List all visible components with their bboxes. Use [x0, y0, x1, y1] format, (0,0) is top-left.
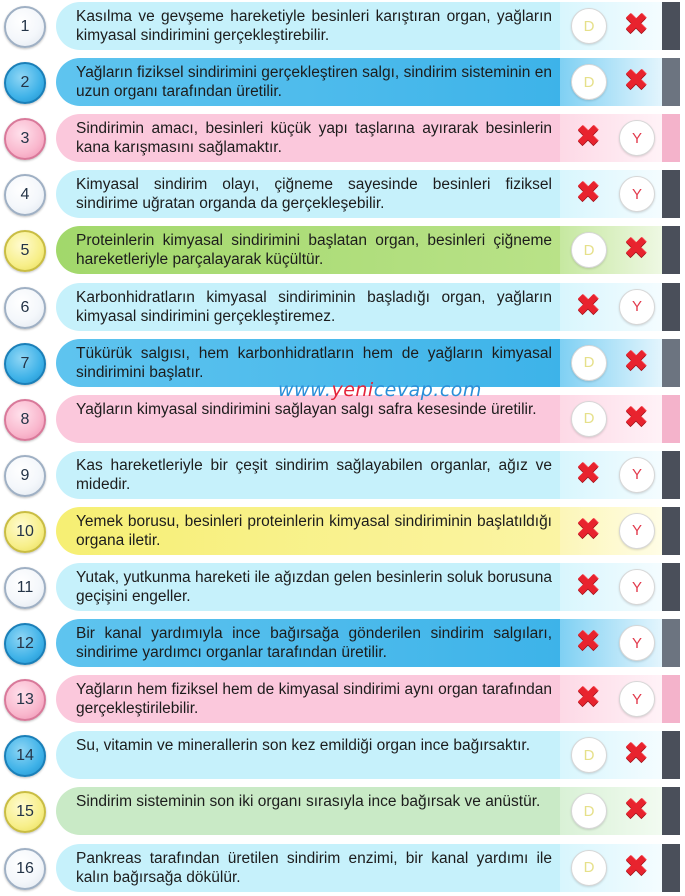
question-number: 9	[4, 455, 46, 497]
x-mark-icon: ✖	[623, 793, 649, 827]
statement-text: Tükürük salgısı, hem karbonhidratların hem de yağların kimyasal sindirimini başlatır.	[76, 344, 552, 381]
statement-bar	[56, 226, 560, 274]
x-mark-icon: ✖	[623, 344, 649, 378]
question-number: 12	[4, 623, 46, 665]
statement-text: Proteinlerin kimyasal sindirimini başlatan organ, besinleri çiğneme hareketleriyle parçalayarak küçültür.	[76, 232, 552, 269]
question-number: 14	[4, 735, 46, 777]
statement-text: Su, vitamin ve minerallerin son kez emildiği organ ince bağırsaktır.	[76, 737, 531, 755]
row-end-cap	[662, 283, 680, 331]
question-number: 3	[4, 118, 46, 160]
false-option-button[interactable]	[619, 625, 655, 661]
statement-text: Yemek borusu, besinleri proteinlerin kimyasal sindiriminin başlatıldığı organa iletir.	[76, 512, 552, 549]
x-mark-icon: ✖	[575, 120, 601, 154]
watermark: www.yenicevap.com	[278, 379, 482, 401]
statement-text: Pankreas tarafından üretilen sindirim enzimi, bir kanal yardımı ile kalın bağırsağa dökülür.	[76, 849, 552, 886]
row-end-cap	[662, 58, 680, 106]
statement-text: Yağların hem fiziksel hem de kimyasal sindirimi aynı organ tarafından gerçekleştirilebilir.	[76, 681, 552, 718]
x-mark-icon: ✖	[623, 64, 649, 98]
statement-bar	[56, 395, 560, 443]
statement-text: Yutak, yutkunma hareketi ile ağızdan gelen besinlerin soluk borusuna geçişini engeller.	[76, 569, 552, 605]
question-number: 6	[4, 287, 46, 329]
false-option-button-label: Y	[631, 522, 642, 540]
statement-bar	[56, 563, 560, 611]
row-end-cap	[662, 339, 680, 387]
statement-bar	[56, 283, 560, 331]
row-end-cap	[662, 226, 680, 274]
false-option-button-label: Y	[631, 634, 642, 652]
row-end-cap	[662, 731, 680, 779]
x-mark-icon: ✖	[575, 625, 601, 659]
false-option-button[interactable]	[619, 120, 655, 156]
statement-text: Kas hareketleriyle bir çeşit sindirim sağlayabilen organlar, ağız ve midedir.	[76, 456, 552, 493]
row-end-cap	[662, 507, 680, 555]
statement-text: Kimyasal sindirim olayı, çiğneme sayesinde besinleri fiziksel sindirime uğratan organda da gerçekleşebilir.	[76, 176, 552, 213]
question-row	[0, 1, 685, 51]
question-number: 10	[4, 511, 46, 553]
false-option-button-label: Y	[631, 466, 642, 484]
question-row	[0, 225, 685, 275]
true-option-button-label: D	[583, 241, 595, 259]
statement-bar	[56, 731, 560, 779]
x-mark-icon: ✖	[623, 400, 649, 434]
question-row	[0, 562, 685, 612]
true-option-button[interactable]	[571, 401, 607, 437]
statement-text: Yağların fiziksel sindirimini gerçekleştiren salgı, sindirim sisteminin en uzun organı tarafından üretilir.	[76, 64, 552, 101]
row-end-cap	[662, 2, 680, 50]
false-option-button-label: Y	[631, 690, 642, 708]
true-option-button-label: D	[583, 746, 595, 764]
true-option-button[interactable]	[571, 64, 607, 100]
row-end-cap	[662, 844, 680, 892]
false-option-button[interactable]	[619, 681, 655, 717]
true-option-button-label: D	[583, 73, 595, 91]
x-mark-icon: ✖	[575, 288, 601, 322]
question-number: 15	[4, 791, 46, 833]
row-end-cap	[662, 114, 680, 162]
x-mark-icon: ✖	[623, 849, 649, 883]
statement-bar	[56, 787, 560, 835]
question-row	[0, 786, 685, 836]
question-row	[0, 169, 685, 219]
statement-text: Yağların kimyasal sindirimini sağlayan salgı safra kesesinde üretilir.	[76, 400, 537, 418]
x-mark-icon: ✖	[623, 737, 649, 771]
question-number: 2	[4, 62, 46, 104]
statement-bar	[56, 675, 560, 723]
row-end-cap	[662, 619, 680, 667]
true-option-button-label: D	[583, 859, 595, 876]
statement-bar	[56, 58, 560, 106]
statement-text: Karbonhidratların kimyasal sindiriminin başladığı organ, yağların kimyasal sindirimini gerçekleştiremez.	[76, 288, 552, 325]
question-number: 11	[4, 567, 46, 609]
x-mark-icon: ✖	[575, 681, 601, 715]
statement-bar	[56, 507, 560, 555]
question-number: 8	[4, 399, 46, 441]
statement-bar	[56, 619, 560, 667]
statement-text: Sindirimin amacı, besinleri küçük yapı taşlarına ayırarak besinlerin kana karışmasını sağlamaktır.	[76, 120, 552, 157]
row-end-cap	[662, 563, 680, 611]
false-option-button[interactable]	[619, 457, 655, 493]
false-option-button-label: Y	[631, 578, 642, 596]
statement-text: Sindirim sisteminin son iki organı sırasıyla ince bağırsak ve anüstür.	[76, 793, 541, 811]
question-row	[0, 57, 685, 107]
true-option-button[interactable]	[571, 345, 607, 381]
true-option-button-label: D	[583, 802, 595, 820]
row-end-cap	[662, 451, 680, 499]
true-option-button-label: D	[583, 354, 595, 372]
question-row	[0, 113, 685, 163]
question-row	[0, 843, 685, 893]
false-option-button[interactable]	[619, 513, 655, 549]
statement-bar	[56, 451, 560, 499]
question-number: 13	[4, 679, 46, 721]
false-option-button[interactable]	[619, 289, 655, 325]
row-end-cap	[662, 395, 680, 443]
row-end-cap	[662, 675, 680, 723]
question-row	[0, 282, 685, 332]
statement-bar	[56, 844, 560, 892]
statement-bar	[56, 114, 560, 162]
question-row	[0, 394, 685, 444]
statement-text: Kasılma ve gevşeme hareketiyle besinleri karıştıran organ, yağların kimyasal sindirimini gerçekleştirebilir.	[76, 8, 552, 44]
row-end-cap	[662, 787, 680, 835]
false-option-button-label: Y	[631, 129, 642, 147]
true-option-button-label: D	[583, 17, 595, 35]
question-number: 4	[4, 174, 46, 216]
true-option-button-label: D	[583, 410, 595, 428]
question-number: 7	[4, 343, 46, 385]
question-row	[0, 450, 685, 500]
x-mark-icon: ✖	[575, 176, 601, 210]
statement-bar	[56, 170, 560, 218]
question-number: 5	[4, 230, 46, 272]
true-option-button[interactable]	[571, 850, 607, 886]
question-number: 1	[4, 6, 46, 48]
question-row	[0, 506, 685, 556]
statement-text: Bir kanal yardımıyla ince bağırsağa gönderilen sindirim salgıları, sindirime yardımcı organlar tarafından üretilir.	[76, 625, 552, 662]
false-option-button-label: Y	[631, 298, 642, 315]
question-row	[0, 730, 685, 780]
true-option-button[interactable]	[571, 8, 607, 44]
statement-bar	[56, 2, 560, 50]
question-row	[0, 674, 685, 724]
false-option-button[interactable]	[619, 569, 655, 605]
x-mark-icon: ✖	[623, 232, 649, 266]
question-row	[0, 618, 685, 668]
row-end-cap	[662, 170, 680, 218]
x-mark-icon: ✖	[575, 512, 601, 546]
x-mark-icon: ✖	[575, 569, 601, 602]
x-mark-icon: ✖	[623, 8, 649, 41]
false-option-button-label: Y	[631, 185, 642, 203]
question-number: 16	[4, 848, 46, 890]
x-mark-icon: ✖	[575, 456, 601, 490]
